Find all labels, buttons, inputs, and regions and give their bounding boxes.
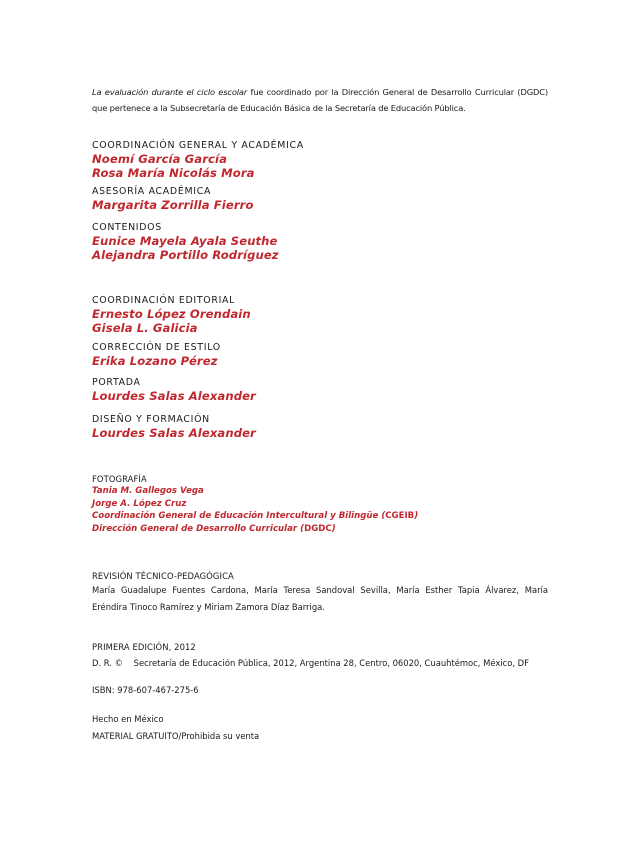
org-name: Dirección General de Desarrollo Curricular ( bbox=[92, 523, 305, 534]
edition-block bbox=[92, 641, 548, 672]
credit-name: Lourdes Salas Alexander bbox=[92, 426, 256, 440]
credit-name: Eunice Mayela Ayala Seuthe bbox=[92, 234, 278, 248]
credit-design-layout bbox=[92, 414, 548, 440]
credit-style-correction bbox=[92, 342, 548, 368]
credit-academic-advisory bbox=[92, 186, 548, 212]
credit-name: Lourdes Salas Alexander bbox=[92, 389, 256, 403]
photography-org bbox=[92, 523, 548, 536]
photography-label: FOTOGRAFÍA bbox=[92, 474, 147, 484]
credit-name: Margarita Zorrilla Fierro bbox=[92, 198, 254, 212]
credit-editorial-coordination bbox=[92, 295, 548, 335]
intro-paragraph bbox=[92, 84, 548, 116]
org-close: ) bbox=[331, 523, 336, 534]
credit-name: Erika Lozano Pérez bbox=[92, 354, 218, 368]
credit-name: Ernesto López Orendain bbox=[92, 307, 251, 321]
isbn: ISBN: 978-607-467-275-6 bbox=[92, 685, 199, 695]
credit-cover bbox=[92, 377, 548, 403]
review-text: María Guadalupe Fuentes Cardona, María Teresa Sandoval Sevilla, María Esther Tapia Álvarez, María Eréndira Tinoco Ramírez y Miriam Zamora Díaz Barriga. bbox=[92, 585, 548, 612]
technical-review bbox=[92, 570, 548, 616]
photography-org bbox=[92, 510, 548, 523]
publication-title: La evaluación durante el ciclo escolar bbox=[92, 87, 248, 97]
copyright-line: D. R. © Secretaría de Educación Pública, 2012, Argentina 28, Centro, 06020, Cuauhtémoc, México, DF bbox=[92, 658, 529, 668]
credit-name: Noemí García García bbox=[92, 152, 228, 166]
footer-block bbox=[92, 711, 548, 745]
org-close: ) bbox=[414, 511, 419, 521]
credit-label: COORDINACIÓN EDITORIAL bbox=[92, 295, 236, 306]
credit-label: CONTENIDOS bbox=[92, 222, 162, 233]
review-label: REVISIÓN TÉCNICO-PEDAGÓGICA bbox=[92, 571, 234, 581]
photographer-name: Tania M. Gallegos Vega bbox=[92, 486, 204, 496]
credit-label: CORRECCIÓN DE ESTILO bbox=[92, 342, 221, 353]
org-code: CGEIB bbox=[385, 511, 415, 521]
credit-contents bbox=[92, 222, 548, 262]
credit-label: PORTADA bbox=[92, 377, 141, 388]
credit-name: Alejandra Portillo Rodríguez bbox=[92, 248, 279, 262]
credit-label: DISEÑO Y FORMACIÓN bbox=[92, 414, 210, 425]
credit-label: COORDINACIÓN GENERAL Y ACADÉMICA bbox=[92, 140, 304, 151]
credit-coordination-general bbox=[92, 140, 548, 180]
credit-label: ASESORÍA ACADÉMICA bbox=[92, 186, 212, 197]
credit-name: Rosa María Nicolás Mora bbox=[92, 166, 255, 180]
org-code: DGDC bbox=[304, 523, 332, 534]
edition-label: PRIMERA EDICIÓN, 2012 bbox=[92, 642, 196, 652]
org-name: Coordinación General de Educación Intercultural y Bilingüe ( bbox=[92, 511, 386, 521]
intro-text: fue coordinado por la Dirección General de Desarrollo Curricular (DGDC) que pertenece a la Subsecretaría de Educación Básica de la Secretaría de Educación Pública. bbox=[92, 87, 548, 113]
made-in: Hecho en México bbox=[92, 714, 164, 724]
free-material: MATERIAL GRATUITO/Prohibida su venta bbox=[92, 731, 260, 741]
credit-name: Gisela L. Galicia bbox=[92, 321, 198, 335]
credit-photography bbox=[92, 473, 548, 535]
isbn-block bbox=[92, 682, 548, 699]
photographer-name: Jorge A. López Cruz bbox=[92, 498, 187, 509]
